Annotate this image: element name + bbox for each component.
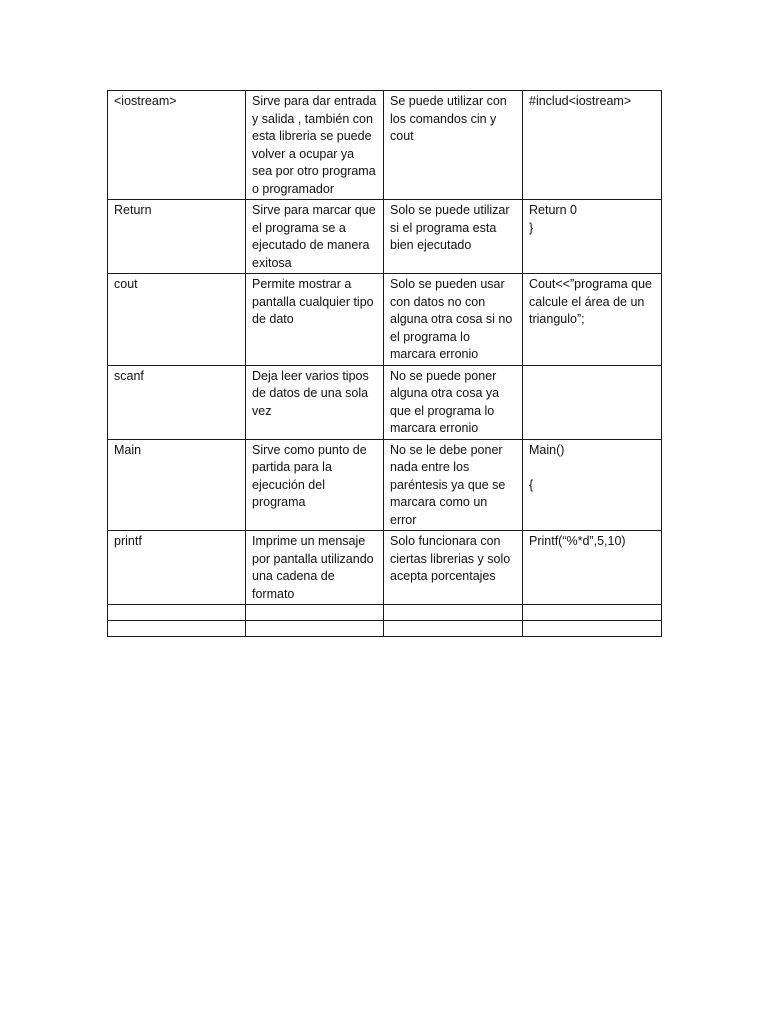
table-cell-empty [246,605,384,621]
table-cell-keyword: scanf [108,365,246,439]
table-cell-example [523,365,662,439]
table-cell-example: Main() { [523,439,662,531]
table-cell-description: Deja leer varios tipos de datos de una sola vez [246,365,384,439]
table-cell-empty [246,621,384,637]
table-cell-usage: No se puede poner alguna otra cosa ya que el programa lo marcara erronio [384,365,523,439]
table-cell-keyword: printf [108,531,246,605]
table-cell-description: Sirve como punto de partida para la ejecución del programa [246,439,384,531]
table-cell-keyword: cout [108,274,246,366]
table-cell-description: Imprime un mensaje por pantalla utilizando una cadena de formato [246,531,384,605]
table-cell-keyword: <iostream> [108,91,246,200]
table-row [108,274,662,366]
table-cell-keyword: Return [108,200,246,274]
table-cell-usage: Solo funcionara con ciertas librerias y solo acepta porcentajes [384,531,523,605]
table-cell-description: Permite mostrar a pantalla cualquier tipo de dato [246,274,384,366]
table-cell-usage: No se le debe poner nada entre los paréntesis ya que se marcara como un error [384,439,523,531]
table-cell-empty [108,621,246,637]
table-cell-empty [523,605,662,621]
table-row [108,91,662,200]
table-cell-usage: Solo se puede utilizar si el programa esta bien ejecutado [384,200,523,274]
table-cell-example: Printf(“%*d”,5,10) [523,531,662,605]
table-cell-description: Sirve para marcar que el programa se a ejecutado de manera exitosa [246,200,384,274]
table-cell-empty [384,621,523,637]
table-cell-example: Cout<<”programa que calcule el área de un triangulo”; [523,274,662,366]
table-row-empty [108,605,662,621]
table-cell-description: Sirve para dar entrada y salida , también con esta libreria se puede volver a ocupar ya sea por otro programa o programador [246,91,384,200]
table-cell-keyword: Main [108,439,246,531]
table-cell-usage: Solo se pueden usar con datos no con alguna otra cosa si no el programa lo marcara erronio [384,274,523,366]
table-cell-example: Return 0 } [523,200,662,274]
table-cell-empty [108,605,246,621]
table-row [108,531,662,605]
table-row-empty [108,621,662,637]
table-row [108,200,662,274]
table-cell-empty [384,605,523,621]
reference-table [107,90,662,637]
table-row [108,365,662,439]
table-cell-usage: Se puede utilizar con los comandos cin y cout [384,91,523,200]
table-cell-example: #includ<iostream> [523,91,662,200]
table-row [108,439,662,531]
table-cell-empty [523,621,662,637]
